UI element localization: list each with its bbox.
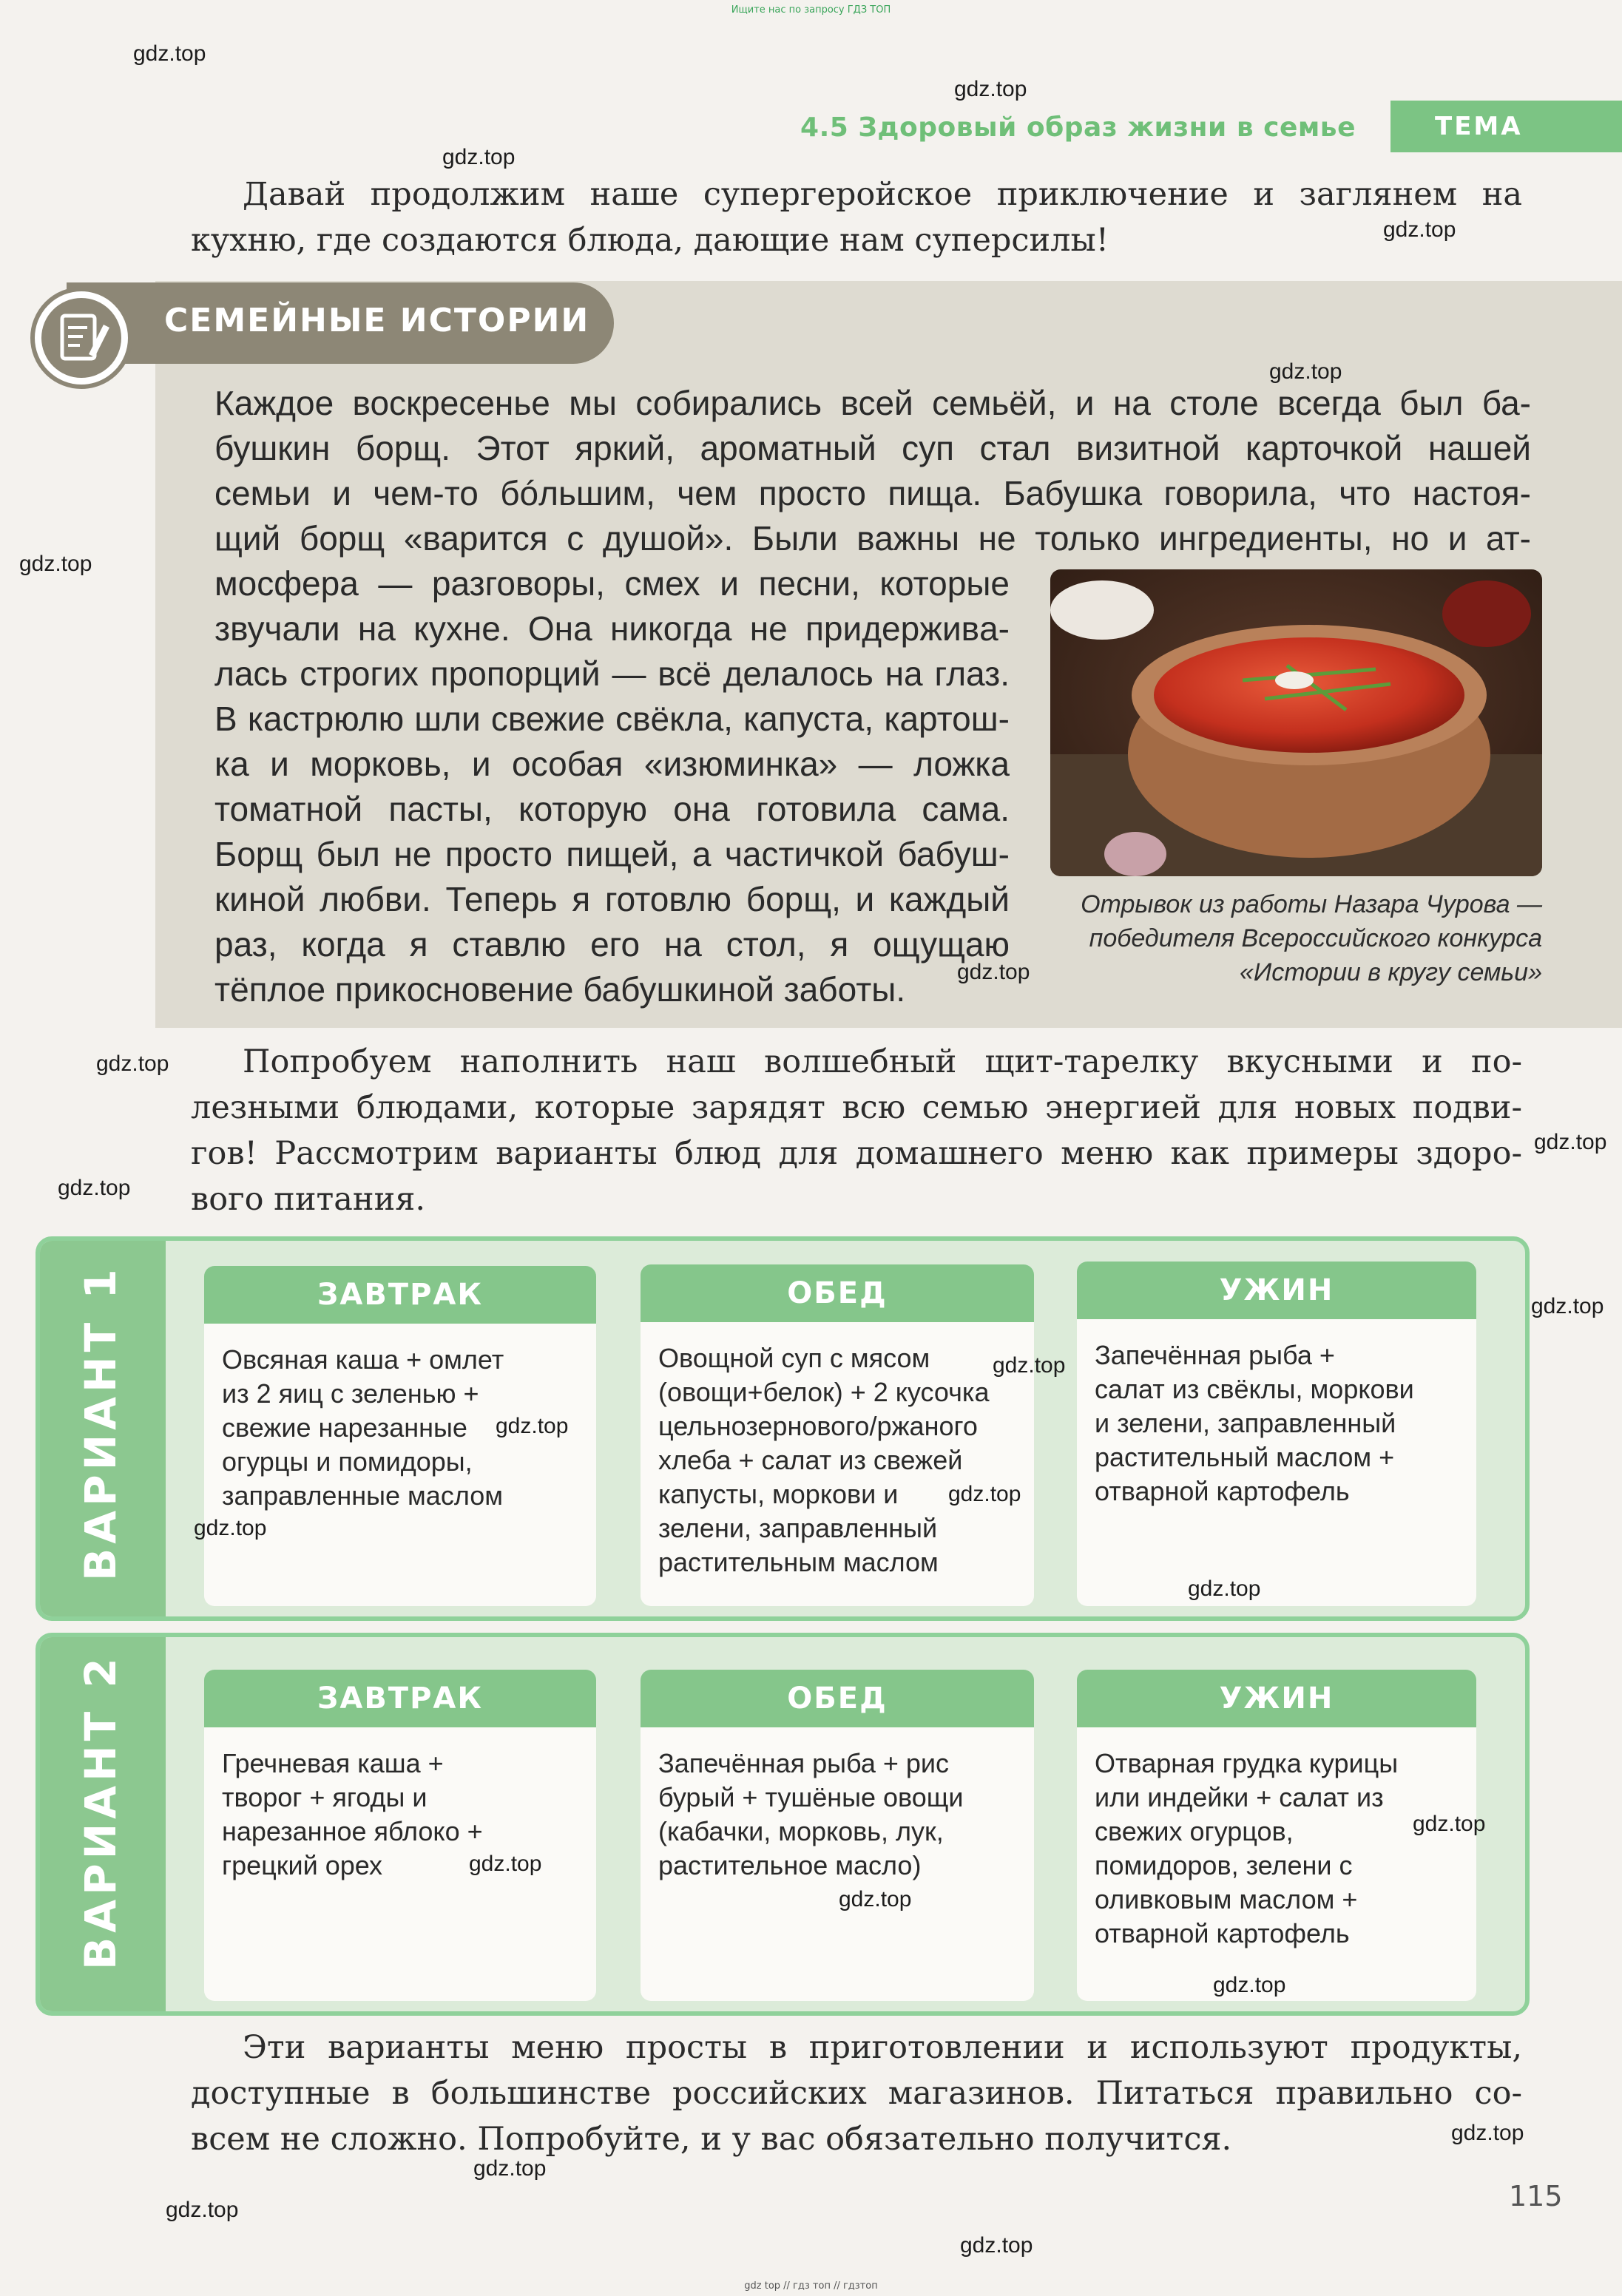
meal-line: хлеба + салат из свежей xyxy=(658,1445,963,1475)
meal-line: бурый + тушёные овощи xyxy=(658,1782,964,1812)
watermark: gdz.top xyxy=(1413,1812,1486,1836)
meal-line: помидоров, зелени с xyxy=(1095,1850,1353,1880)
page-number: 115 xyxy=(1509,2180,1563,2212)
meal-card-dinner xyxy=(1077,1262,1476,1606)
meal-title: ОБЕД xyxy=(641,1264,1034,1322)
bottom-notice: gdz top // гдз топ // гдзтоп xyxy=(744,2280,878,2292)
story-heading: СЕМЕЙНЫЕ ИСТОРИИ xyxy=(164,302,590,339)
watermark: gdz.top xyxy=(166,2198,239,2222)
meal-line: (кабачки, морковь, лук, xyxy=(658,1816,944,1846)
outro-paragraph xyxy=(191,2025,1522,2162)
watermark: gdz.top xyxy=(948,1482,1021,1506)
meal-description xyxy=(1077,1319,1476,1508)
meal-line: Запечённая рыба + рис xyxy=(658,1748,950,1778)
story-line: Каждое воскресенье мы собирались всей семьёй, и на столе всегда был ба- xyxy=(214,384,1531,422)
watermark: gdz.top xyxy=(1451,2121,1524,2145)
watermark: gdz.top xyxy=(1534,1130,1607,1154)
watermark: gdz.top xyxy=(96,1052,169,1076)
menu-intro-line: вого питания. xyxy=(191,1181,426,1218)
borscht-photo xyxy=(1050,569,1542,876)
meal-card-lunch xyxy=(641,1670,1034,2001)
meal-line: Запечённая рыба + xyxy=(1095,1340,1335,1370)
story-line: ка и морковь, и особая «изюминка» — ложка xyxy=(214,745,1010,783)
watermark: gdz.top xyxy=(957,960,1030,984)
story-line: семьи и чем-то бóльшим, чем просто пища. Бабушка говорила, что настоя- xyxy=(214,474,1531,512)
caption-line: «Истории в кругу семьи» xyxy=(1239,958,1542,986)
story-line: В кастрюлю шли свежие свёкла, капуста, картош- xyxy=(214,700,1010,738)
menu-variant-2 xyxy=(36,1633,1530,2016)
watermark: gdz.top xyxy=(1269,359,1342,384)
meal-line: грецкий орех xyxy=(222,1850,383,1880)
watermark: gdz.top xyxy=(442,145,516,169)
meal-line: растительный маслом + xyxy=(1095,1442,1395,1472)
story-line: томатной пасты, которую она готовила сама. xyxy=(214,790,1010,828)
watermark: gdz.top xyxy=(960,2233,1033,2258)
meal-line: оливковым маслом + xyxy=(1095,1884,1358,1914)
meal-line: (овощи+белок) + 2 кусочка xyxy=(658,1377,990,1407)
meal-line: растительное масло) xyxy=(658,1850,922,1880)
watermark: gdz.top xyxy=(839,1887,912,1911)
meal-line: из 2 яиц с зеленью + xyxy=(222,1378,479,1409)
menu-intro-paragraph xyxy=(191,1039,1522,1222)
caption-line: победителя Всероссийского конкурса xyxy=(1089,924,1542,952)
outro-line: всем не сложно. Попробуйте, и у вас обязательно получится. xyxy=(191,2121,1232,2158)
story-line: Борщ был не просто пищей, а частичкой бабуш- xyxy=(214,835,1010,873)
variant-label: ВАРИАНТ 2 xyxy=(75,1653,126,1970)
meal-line: Овощной суп с мясом xyxy=(658,1343,930,1373)
watermark: gdz.top xyxy=(1213,1973,1286,1997)
watermark: gdz.top xyxy=(1383,217,1456,242)
meal-description xyxy=(641,1322,1034,1579)
tema-tab: ТЕМА xyxy=(1390,101,1622,152)
watermark: gdz.top xyxy=(954,77,1027,101)
meal-line: отварной картофель xyxy=(1095,1476,1350,1506)
meal-line: и зелени, заправленный xyxy=(1095,1408,1396,1438)
story-line: мосфера — разговоры, смех и песни, которые xyxy=(214,564,1010,603)
caption-line: Отрывок из работы Назара Чурова — xyxy=(1081,890,1542,918)
meal-line: творог + ягоды и xyxy=(222,1782,428,1812)
meal-title: ЗАВТРАК xyxy=(204,1266,596,1324)
menu-intro-line: Попробуем наполнить наш волшебный щит-тарелку вкусными и по- xyxy=(243,1043,1522,1080)
meal-line: салат из свёклы, моркови xyxy=(1095,1374,1414,1404)
watermark: gdz.top xyxy=(993,1353,1066,1378)
meal-card-breakfast xyxy=(204,1670,596,2001)
watermark: gdz.top xyxy=(1188,1577,1261,1601)
outro-line: доступные в большинстве российских магазинов. Питаться правильно со- xyxy=(191,2075,1522,2112)
story-line: киной любви. Теперь я готовлю борщ, и каждый xyxy=(214,880,1010,918)
meal-title: УЖИН xyxy=(1077,1670,1476,1727)
meal-description xyxy=(641,1727,1034,1883)
story-line: щий борщ «варится с душой». Были важны не только ингредиенты, но и ат- xyxy=(214,519,1531,558)
watermark: gdz.top xyxy=(1531,1294,1604,1318)
watermark: gdz.top xyxy=(469,1852,542,1876)
meal-line: капусты, моркови и xyxy=(658,1479,899,1509)
story-line: звучали на кухне. Она никогда не придерживa- xyxy=(214,609,1010,648)
meal-line: отварной картофель xyxy=(1095,1918,1350,1948)
intro-line: Давай продолжим наше супергеройское приключение и заглянем на xyxy=(243,176,1522,213)
meal-line: цельнозернового/ржаного xyxy=(658,1411,978,1441)
meal-line: или индейки + салат из xyxy=(1095,1782,1384,1812)
meal-title: ЗАВТРАК xyxy=(204,1670,596,1727)
watermark: gdz.top xyxy=(473,2156,547,2181)
meal-line: растительным маслом xyxy=(658,1547,939,1577)
pen-paper-icon xyxy=(30,286,133,390)
watermark: gdz.top xyxy=(19,552,92,576)
story-line: тёплое прикосновение бабушкиной заботы. xyxy=(214,970,906,1009)
meal-line: заправленные маслом xyxy=(222,1480,504,1511)
watermark: gdz.top xyxy=(194,1516,267,1540)
variant-label: ВАРИАНТ 1 xyxy=(75,1264,126,1581)
story-line: раз, когда я ставлю его на стол, я ощущаю xyxy=(214,925,1010,964)
meal-line: Овсяная каша + омлет xyxy=(222,1344,504,1375)
intro-paragraph xyxy=(191,172,1522,263)
outro-line: Эти варианты меню просты в приготовлении и используют продукты, xyxy=(243,2029,1522,2066)
top-notice: Ищите нас по запросу ГДЗ ТОП xyxy=(731,4,891,16)
watermark: gdz.top xyxy=(58,1176,131,1200)
meal-card-lunch xyxy=(641,1264,1034,1606)
meal-line: Гречневая каша + xyxy=(222,1748,444,1778)
meal-line: зелени, заправленный xyxy=(658,1513,938,1543)
meal-line: нарезанное яблоко + xyxy=(222,1816,483,1846)
photo-caption xyxy=(1050,887,1542,989)
story-line: лась строгих пропорций — всё делалось на глаз. xyxy=(214,654,1010,693)
topic-title: 4.5 Здоровый образ жизни в семье xyxy=(800,112,1356,143)
meal-line: свежих огурцов, xyxy=(1095,1816,1294,1846)
meal-line: огурцы и помидоры, xyxy=(222,1446,473,1477)
meal-line: свежие нарезанные xyxy=(222,1412,467,1443)
menu-intro-line: лезными блюдами, которые зарядят всю семью энергией для новых подви- xyxy=(191,1089,1522,1126)
meal-description xyxy=(1077,1727,1476,1951)
watermark: gdz.top xyxy=(496,1414,569,1438)
watermark: gdz.top xyxy=(133,41,206,66)
intro-line: кухню, где создаются блюда, дающие нам суперсилы! xyxy=(191,222,1109,259)
meal-title: УЖИН xyxy=(1077,1262,1476,1319)
meal-title: ОБЕД xyxy=(641,1670,1034,1727)
menu-intro-line: гов! Рассмотрим варианты блюд для домашнего меню как примеры здоро- xyxy=(191,1135,1522,1172)
story-line: бушкин борщ. Этот яркий, ароматный суп стал визитной карточкой нашей xyxy=(214,429,1531,467)
meal-line: Отварная грудка курицы xyxy=(1095,1748,1399,1778)
menu-variant-1 xyxy=(36,1236,1530,1621)
